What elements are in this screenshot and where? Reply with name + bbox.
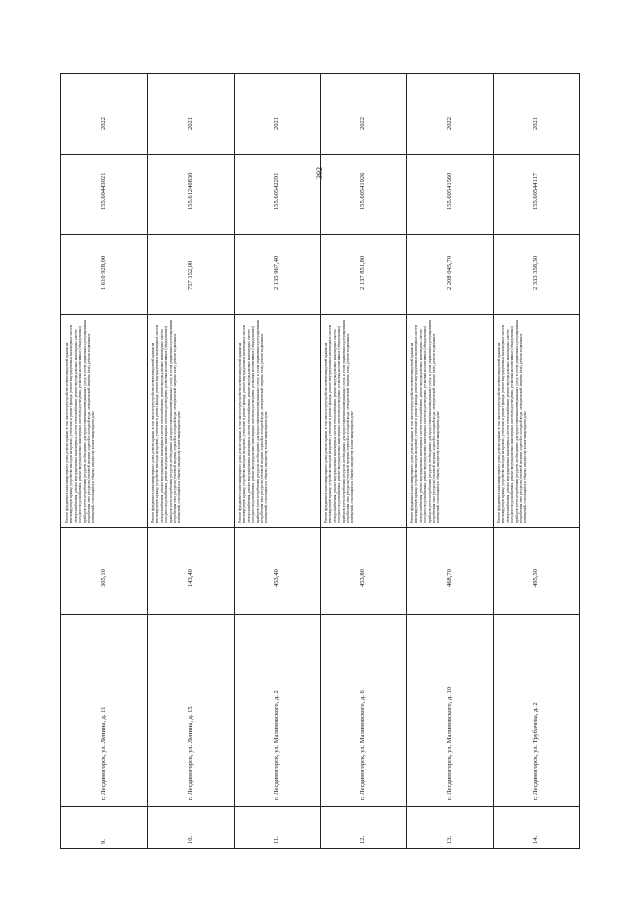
cell-address: г. Лесдиногорск, ул. Малиновского, д. 2 [272, 690, 280, 800]
cell-code: 155.60541926 [359, 172, 367, 210]
works-table [60, 73, 580, 849]
cell-year: 2021 [531, 117, 539, 130]
cell-area: 453,40 [272, 568, 280, 587]
cell-works: Ремонт фундамента многоквартирного дома, ремонт крыши, в том числе переустройство невентилируемой крыши на вентилируемую крышу, устройство выходов на кровлю, утепление и ремонт фасада, ремонт внутридомовых инженерных систем электроснабжения, ремонт внутридомовых инженерных систем теплоснабжения, ремонт внутридомовых инженерных систем холодного водоснабжения, ремонт внутридомовых инженерных систем водоотведения, установка коллективных (общедомовых) приборов учета потребления ресурсов, необходимых для предоставления коммунальных услуг, и узлов управления и регулирования потребления этих ресурсов (тепловой энергии, горячей и холодной воды, электрической энергии, газа), ремонт подвальных помещений, относящихся к общему имуществу в многоквартирном доме [151, 319, 182, 523]
cell-works: Ремонт фундамента многоквартирного дома, ремонт крыши, в том числе переустройство невентилируемой крыши на вентилируемую крышу, устройство выходов на кровлю, утепление и ремонт фасада, ремонт внутридомовых инженерных систем электроснабжения, ремонт внутридомовых инженерных систем теплоснабжения, ремонт внутридомовых инженерных систем холодного водоснабжения, ремонт внутридомовых инженерных систем водоотведения, установка коллективных (общедомовых) приборов учета потребления ресурсов, необходимых для предоставления коммунальных услуг, и узлов управления и регулирования потребления этих ресурсов (тепловой энергии, горячей и холодной воды, электрической энергии, газа), ремонт подвальных помещений, относящихся к общему имуществу в многоквартирном доме [410, 319, 441, 523]
cell-num: 12. [359, 835, 367, 844]
cell-area: 495,30 [531, 568, 539, 587]
cell-year: 2022 [100, 117, 108, 130]
cell-area: 468,70 [445, 568, 453, 587]
cell-num: 11. [272, 836, 280, 844]
cell-code: 155.60544117 [531, 172, 539, 210]
cell-year: 2022 [359, 117, 367, 130]
cell-year: 2021 [186, 117, 194, 130]
cell-works: Ремонт фундамента многоквартирного дома, ремонт крыши, в том числе переустройство невентилируемой крыши на вентилируемую крышу, устройство выходов на кровлю, утепление и ремонт фасада, ремонт внутридомовых инженерных систем электроснабжения, ремонт внутридомовых инженерных систем теплоснабжения, ремонт внутридомовых инженерных систем холодного водоснабжения, ремонт внутридомовых инженерных систем водоотведения, установка коллективных (общедомовых) приборов учета потребления ресурсов, необходимых для предоставления коммунальных услуг, и узлов управления и регулирования потребления этих ресурсов (тепловой энергии, горячей и холодной воды, электрической энергии, газа), ремонт подвальных помещений, относящихся к общему имуществу в многоквартирном доме [324, 319, 355, 523]
row-divider [493, 74, 494, 848]
cell-address: г. Лесдиногорск, ул. Малиновского, д. 6 [359, 690, 367, 800]
row-divider [147, 74, 148, 848]
cell-area: 305,10 [100, 568, 108, 587]
cell-cost: 2 333 358,30 [531, 255, 539, 290]
cell-cost: 2 135 967,40 [272, 255, 280, 290]
cell-code: 155.60443021 [100, 172, 108, 210]
cell-cost: 2 208 045,70 [445, 255, 453, 290]
cell-num: 13. [445, 835, 453, 844]
cell-cost: 757 152,00 [186, 260, 194, 290]
cell-address: г. Лесдиногорск, ул. Трубачева, д. 2 [531, 702, 539, 800]
cell-year: 2022 [445, 117, 453, 130]
cell-cost: 2 137 851,80 [359, 255, 367, 290]
cell-num: 14. [531, 835, 539, 844]
row-divider [234, 74, 235, 848]
row-divider [406, 74, 407, 848]
cell-cost: 1 610 928,00 [100, 255, 108, 290]
cell-code: 155.60542291 [272, 172, 280, 210]
row-divider [320, 74, 321, 848]
cell-area: 453,80 [359, 568, 367, 587]
cell-address: г. Лесдиногорск, ул. Малиновского, д. 10 [445, 687, 453, 800]
cell-works: Ремонт фундамента многоквартирного дома, ремонт крыши, в том числе переустройство невентилируемой крыши на вентилируемую крышу, устройство выходов на кровлю, утепление и ремонт фасада, ремонт внутридомовых инженерных систем электроснабжения, ремонт внутридомовых инженерных систем теплоснабжения, ремонт внутридомовых инженерных систем холодного водоснабжения, ремонт внутридомовых инженерных систем водоотведения, установка коллективных (общедомовых) приборов учета потребления ресурсов, необходимых для предоставления коммунальных услуг, и узлов управления и регулирования потребления этих ресурсов (тепловой энергии, горячей и холодной воды, электрической энергии, газа), ремонт подвальных помещений, относящихся к общему имуществу в многоквартирном доме [496, 319, 528, 523]
cell-num: 10. [186, 835, 194, 844]
cell-works: Ремонт фундамента многоквартирного дома, ремонт крыши, в том числе переустройство невентилируемой крыши на вентилируемую крышу, устройство выходов на кровлю, утепление и ремонт фасада, ремонт внутридомовых инженерных систем электроснабжения, ремонт внутридомовых инженерных систем теплоснабжения, ремонт внутридомовых инженерных систем холодного водоснабжения, ремонт внутридомовых инженерных систем водоотведения, установка коллективных (общедомовых) приборов учета потребления ресурсов, необходимых для предоставления коммунальных услуг, и узлов управления и регулирования потребления этих ресурсов (тепловой энергии, горячей и холодной воды, электрической энергии, газа), ремонт подвальных помещений, относящихся к общему имуществу в многоквартирном доме [65, 319, 96, 523]
cell-works: Ремонт фундамента многоквартирного дома, ремонт крыши, в том числе переустройство невентилируемой крыши на вентилируемую крышу, устройство выходов на кровлю, утепление и ремонт фасада, ремонт внутридомовых инженерных систем электроснабжения, ремонт внутридомовых инженерных систем теплоснабжения, ремонт внутридомовых инженерных систем холодного водоснабжения, ремонт внутридомовых инженерных систем водоотведения, установка коллективных (общедомовых) приборов учета потребления ресурсов, необходимых для предоставления коммунальных услуг, и узлов управления и регулирования потребления этих ресурсов (тепловой энергии, горячей и холодной воды, электрической энергии, газа), ремонт подвальных помещений, относящихся к общему имуществу в многоквартирном доме [237, 319, 269, 523]
page-number: 392 [315, 167, 324, 179]
cell-num: 9. [100, 839, 108, 844]
cell-year: 2021 [272, 117, 280, 130]
cell-address: г. Лесдиногорск, ул. Ленина, д. 11 [100, 706, 108, 800]
cell-address: г. Лесдиногорск, ул. Ленина, д. 15 [186, 706, 194, 800]
cell-code: 155.60541560 [445, 172, 453, 210]
cell-area: 143,40 [186, 568, 194, 587]
cell-code: 155.61240830 [186, 172, 194, 210]
